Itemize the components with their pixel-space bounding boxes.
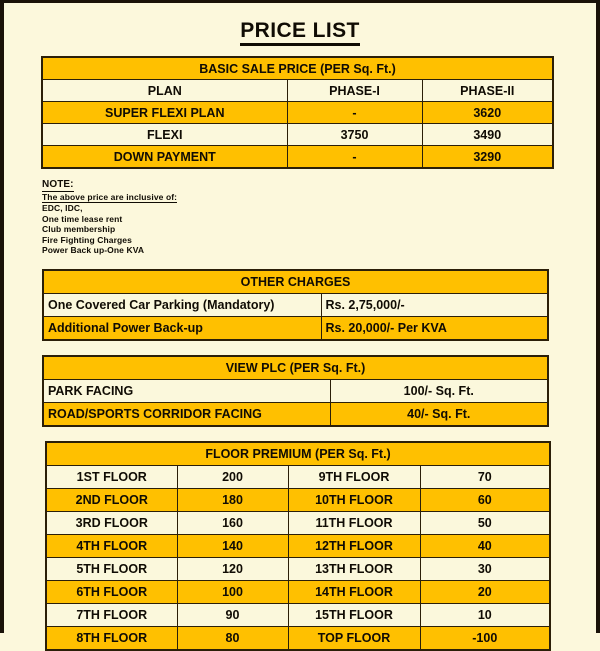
basic-sale-price-section xyxy=(4,56,596,169)
note-subheading: The above price are inclusive of: xyxy=(42,191,178,202)
other-charge-item: Additional Power Back-up xyxy=(43,316,321,340)
floor-premium-value: 30 xyxy=(420,557,550,580)
floor-label: 13TH FLOOR xyxy=(288,557,420,580)
table-row xyxy=(46,511,550,534)
floor-label: 6TH FLOOR xyxy=(46,580,177,603)
floor-premium-value: 20 xyxy=(420,580,550,603)
floor-premium-value: 200 xyxy=(177,465,288,488)
table-row xyxy=(42,102,553,124)
view-plc-header: VIEW PLC (PER Sq. Ft.) xyxy=(43,356,548,380)
floor-label: 15TH FLOOR xyxy=(288,603,420,626)
table-row xyxy=(46,580,550,603)
page-title: PRICE LIST xyxy=(240,19,360,46)
other-charges-section xyxy=(4,256,596,341)
floor-premium-value: 60 xyxy=(420,488,550,511)
floor-label: 12TH FLOOR xyxy=(288,534,420,557)
table-row xyxy=(46,534,550,557)
note-heading: NOTE: xyxy=(42,179,74,191)
column-header-plan: PLAN xyxy=(42,80,287,102)
table-row xyxy=(46,557,550,580)
floor-premium-value: 10 xyxy=(420,603,550,626)
floor-label: 4TH FLOOR xyxy=(46,534,177,557)
table-header-row xyxy=(46,442,550,466)
floor-premium-value: 160 xyxy=(177,511,288,534)
view-plc-table xyxy=(42,355,549,427)
view-plc-item: PARK FACING xyxy=(43,379,330,402)
floor-premium-value: 50 xyxy=(420,511,550,534)
table-row xyxy=(46,488,550,511)
column-header-phase-2: PHASE-II xyxy=(422,80,553,102)
other-charge-value: Rs. 2,75,000/- xyxy=(321,293,548,316)
table-row xyxy=(46,465,550,488)
table-column-header-row xyxy=(42,80,553,102)
plan-name: SUPER FLEXI PLAN xyxy=(42,102,287,124)
column-header-phase-1: PHASE-I xyxy=(287,80,422,102)
other-charges-header: OTHER CHARGES xyxy=(43,270,548,294)
plan-name: FLEXI xyxy=(42,124,287,146)
note-section xyxy=(4,169,596,256)
table-row xyxy=(46,603,550,626)
note-item: Club membership xyxy=(42,224,116,235)
view-plc-section xyxy=(4,341,596,427)
floor-label: 10TH FLOOR xyxy=(288,488,420,511)
plan-phase-2-price: 3290 xyxy=(422,146,553,169)
floor-label: 3RD FLOOR xyxy=(46,511,177,534)
floor-premium-value: 180 xyxy=(177,488,288,511)
table-row xyxy=(43,293,548,316)
floor-label: 2ND FLOOR xyxy=(46,488,177,511)
table-row xyxy=(42,124,553,146)
plan-phase-1-price: 3750 xyxy=(287,124,422,146)
floor-premium-value: 140 xyxy=(177,534,288,557)
note-item: Fire Fighting Charges xyxy=(42,234,132,245)
table-header-row xyxy=(43,356,548,380)
floor-premium-value: 100 xyxy=(177,580,288,603)
basic-sale-price-table xyxy=(41,56,554,169)
basic-sale-price-header: BASIC SALE PRICE (PER Sq. Ft.) xyxy=(42,57,553,80)
floor-premium-table xyxy=(45,441,551,651)
plan-phase-2-price: 3490 xyxy=(422,124,553,146)
table-row xyxy=(43,316,548,340)
floor-label: TOP FLOOR xyxy=(288,626,420,650)
plan-phase-1-price: - xyxy=(287,102,422,124)
table-row xyxy=(42,146,553,169)
floor-premium-value: -100 xyxy=(420,626,550,650)
floor-label: 14TH FLOOR xyxy=(288,580,420,603)
floor-label: 11TH FLOOR xyxy=(288,511,420,534)
table-row xyxy=(43,379,548,402)
table-header-row xyxy=(43,270,548,294)
floor-premium-section xyxy=(4,427,596,651)
note-heading-line xyxy=(42,179,596,192)
floor-label: 9TH FLOOR xyxy=(288,465,420,488)
floor-premium-value: 80 xyxy=(177,626,288,650)
other-charges-table xyxy=(42,269,549,341)
page-title-container xyxy=(4,3,596,56)
floor-premium-value: 40 xyxy=(420,534,550,557)
floor-label: 1ST FLOOR xyxy=(46,465,177,488)
floor-label: 7TH FLOOR xyxy=(46,603,177,626)
floor-premium-value: 70 xyxy=(420,465,550,488)
view-plc-item: ROAD/SPORTS CORRIDOR FACING xyxy=(43,402,330,426)
floor-label: 5TH FLOOR xyxy=(46,557,177,580)
plan-phase-2-price: 3620 xyxy=(422,102,553,124)
floor-premium-value: 120 xyxy=(177,557,288,580)
floor-premium-header: FLOOR PREMIUM (PER Sq. Ft.) xyxy=(46,442,550,466)
view-plc-value: 100/- Sq. Ft. xyxy=(330,379,548,402)
table-row xyxy=(43,402,548,426)
plan-name: DOWN PAYMENT xyxy=(42,146,287,169)
table-row xyxy=(46,626,550,650)
note-item: Power Back up-One KVA xyxy=(42,245,145,256)
note-item: EDC, IDC, xyxy=(42,203,83,214)
floor-label: 8TH FLOOR xyxy=(46,626,177,650)
note-item: One time lease rent xyxy=(42,213,123,224)
plan-phase-1-price: - xyxy=(287,146,422,169)
floor-premium-value: 90 xyxy=(177,603,288,626)
table-header-row xyxy=(42,57,553,80)
other-charge-value: Rs. 20,000/- Per KVA xyxy=(321,316,548,340)
other-charge-item: One Covered Car Parking (Mandatory) xyxy=(43,293,321,316)
note-subheading-line xyxy=(42,192,596,204)
view-plc-value: 40/- Sq. Ft. xyxy=(330,402,548,426)
